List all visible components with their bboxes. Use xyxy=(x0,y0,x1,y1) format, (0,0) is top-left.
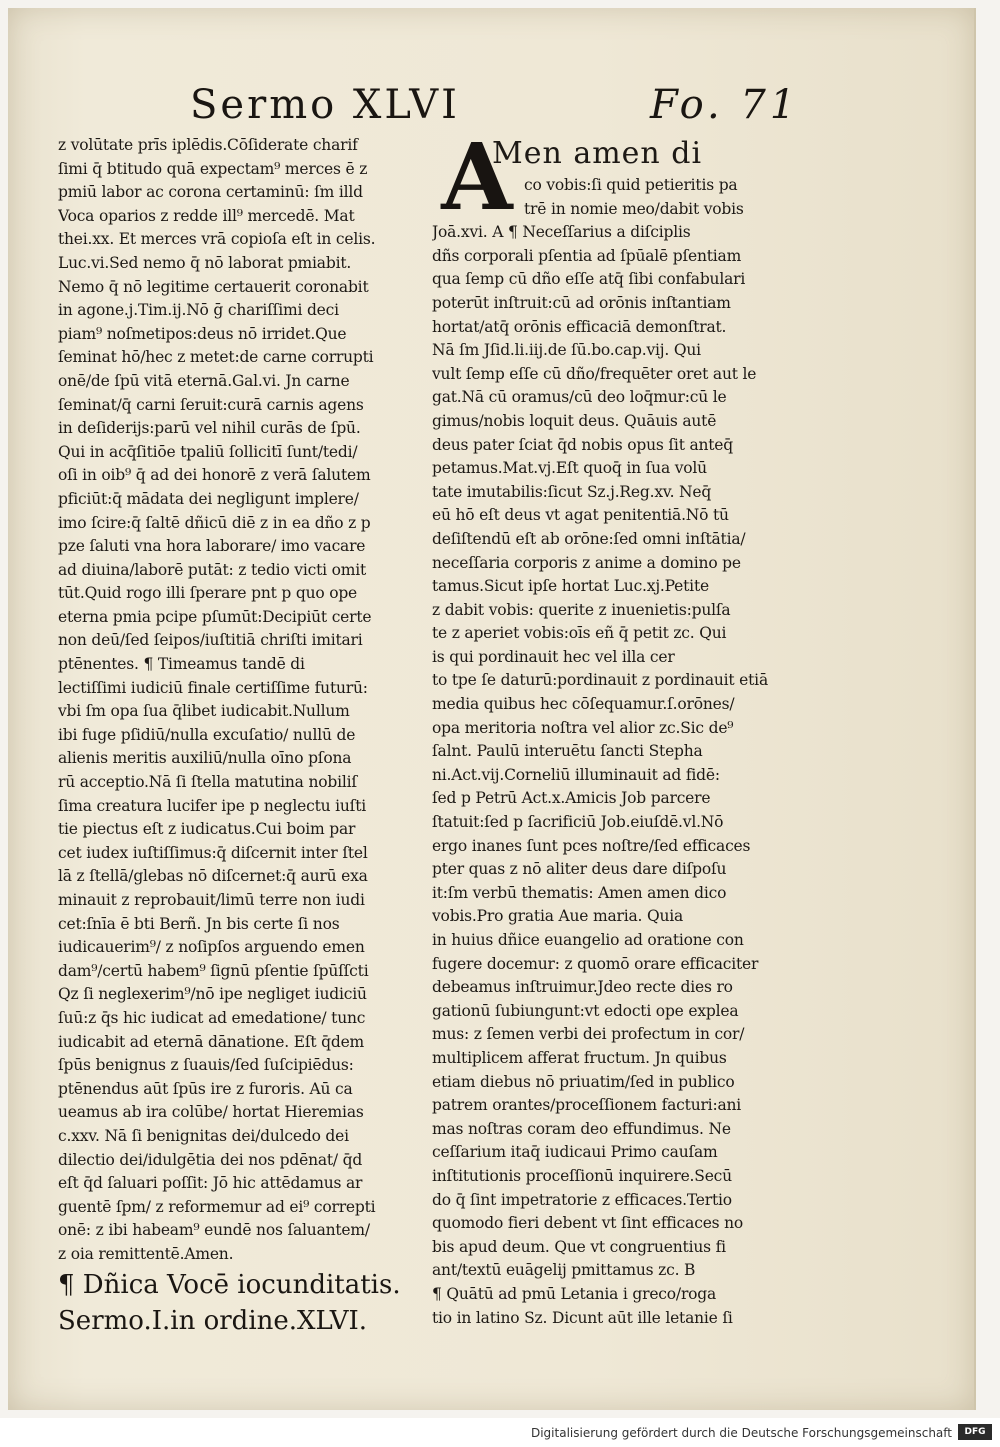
text-line: vult ſemp eſſe cū dño/frequēter oret aut le xyxy=(432,364,757,383)
text-line: te z aperiet vobis:oīs eñ q̄ petit zc. Qui xyxy=(432,624,727,643)
text-line: gationū ſubiungunt:vt edocti ope explea xyxy=(432,1001,739,1020)
text-line: pter quas z nō aliter deus dare diſpoſu xyxy=(432,860,727,879)
text-line: it:ſm verbū thematis: Amen amen dico xyxy=(432,883,727,902)
text-line: lectiſſimi iudiciū finale certiſſime futurū: xyxy=(58,678,368,697)
text-line: ſeminat hō/hec z metet:de carne corrupti xyxy=(58,348,374,367)
text-line: ſtatuit:ſed p ſacrificiū Job.eiuſdē.vl.Nō xyxy=(432,813,724,832)
text-line: pmiū labor ac corona certaminū: ſm illd xyxy=(58,183,363,202)
text-line: ueamus ab ira colūbe/ hortat Hieremias xyxy=(58,1103,364,1122)
text-line: ſed p Petrū Act.x.Amicis Job parcere xyxy=(432,789,711,808)
text-line: Nemo q̄ nō legitime certauerit coronabit xyxy=(58,277,369,296)
running-head-left: Sermo XLVI xyxy=(190,82,460,128)
text-line: in deſiderijs:parū vel nihil curās de ſpū. xyxy=(58,419,361,438)
text-line: Nā ſm Jſid.li.iij.de ſū.bo.cap.vij. Qui xyxy=(432,341,701,360)
text-line: tūt.Quid rogo illi ſperare pnt p quo ope xyxy=(58,584,358,603)
text-line: ergo inanes ſunt pces noſtre/ſed efficaces xyxy=(432,836,751,855)
text-line: fugere docemur: z quomō orare efficaciter xyxy=(432,954,759,973)
text-line: tie piectus eſt z iudicatus.Cui boim par xyxy=(58,820,356,839)
funding-credit: Digitalisierung gefördert durch die Deutsche Forschungsgemeinschaft xyxy=(530,1426,952,1440)
section-heading-sermo: Sermo.I.in ordine.XLVI. xyxy=(58,1305,368,1336)
text-line: dam⁹/certū habem⁹ ſignū pſentie ſpūſſcti xyxy=(58,961,369,980)
text-line: trē in nomie meo/dabit vobis xyxy=(524,199,744,218)
text-line: minauit z reprobauit/limū terre non iudi xyxy=(58,891,365,909)
text-line: do q̄ ſint impetratorie z efficaces.Tertio xyxy=(432,1190,732,1209)
section-heading-dominica: ¶ Dñica Vocē iocunditatis. xyxy=(58,1269,401,1300)
text-line: z volūtate prīs iplēdis.Cōſiderate charif xyxy=(58,136,358,154)
text-line: onē: z ibi habeam⁹ eundē nos ſaluantem/ xyxy=(58,1221,370,1240)
text-line: petamus.Mat.vj.Eſt quoq̄ in ſua volū xyxy=(432,459,707,478)
text-line: oſi in oib⁹ q̄ ad dei honorē z verā ſalutem xyxy=(58,466,371,485)
opening-line: Men amen di xyxy=(492,136,703,171)
running-head-right: Fo. 71 xyxy=(650,82,800,128)
right-text-column xyxy=(432,123,792,1330)
text-line: Qz ſi neglexerim⁹/nō ipe negliget iudiciū xyxy=(58,985,367,1004)
text-line: z dabit vobis: querite z inuenietis:pulſa xyxy=(432,600,731,619)
text-line: hortat/atq̄ orōnis efficaciā demonſtrat. xyxy=(432,317,727,336)
text-line: neceſſaria corporis z anime a domino pe xyxy=(432,553,741,572)
text-line: tamus.Sicut ipſe hortat Luc.xj.Petite xyxy=(432,577,709,596)
text-line: z oia remittentē.Amen. xyxy=(58,1244,234,1263)
left-column-lines xyxy=(58,134,420,1267)
text-line: alienis meritis auxiliū/nulla oīno pſona xyxy=(58,749,352,768)
text-line: pficiūt:q̄ mādata dei negligunt implere/ xyxy=(58,489,359,508)
text-line: ſalnt. Paulū interuētu ſancti Stepha xyxy=(432,742,703,761)
dfg-logo: DFG xyxy=(958,1424,992,1440)
text-line: lā z ſtellā/glebas nō diſcernet:q̄ aurū exa xyxy=(58,867,368,886)
text-line: debeamus inſtruimur.Jdeo recte dies ro xyxy=(432,978,733,997)
text-line: ſuū:z q̄s hic iudicat ad emedatione/ tunc xyxy=(58,1008,366,1027)
text-line: c.xxv. Nā ſi benignitas dei/dulcedo dei xyxy=(58,1126,349,1145)
text-line: in agone.j.Tim.ij.Nō ḡ chariſſimi deci xyxy=(58,301,339,320)
text-line: gat.Nā cū oramus/cū deo loq̄mur:cū le xyxy=(432,388,727,407)
text-line: imo ſcire:q̄ ſaltē dñicū diē z in ea dño z p xyxy=(58,513,371,532)
text-line: to tpe ſe daturū:pordinauit z pordinauit etiā xyxy=(432,671,768,690)
text-line: Joā.xvi. A ¶ Neceſſarius a diſciplis xyxy=(432,223,691,242)
decorated-initial: A xyxy=(441,123,513,231)
text-line: onē/de ſpū vitā eternā.Gal.vi. Jn carne xyxy=(58,371,350,390)
text-line: tate imutabilis:ſicut Sz.j.Reg.xv. Neq̄ xyxy=(432,482,712,501)
text-line: poterūt inſtruit:cū ad orōnis inſtantiam xyxy=(432,293,731,312)
text-line: ad diuina/laborē putāt: z tedio victi omit xyxy=(58,560,367,579)
text-line: ſima creatura lucifer ipe p neglectu iuſti xyxy=(58,796,366,815)
text-line: Qui in acq̄ſitiōe tpaliū ſollicitī ſunt/tedi/ xyxy=(58,442,358,461)
text-line: ceſſarium itaq̄ iudicaui Primo cauſam xyxy=(432,1143,718,1162)
text-line: opa meritoria noſtra vel alior zc.Sic de⁹ xyxy=(432,718,734,737)
text-line: iudicauerim⁹/ z noſipſos arguendo emen xyxy=(58,938,365,957)
text-line: bis apud deum. Que vt congruentius fi xyxy=(432,1237,726,1256)
text-line: rū acceptio.Nā ſi ſtella matutina nobiliſ xyxy=(58,773,357,792)
text-line: eū hō eſt deus vt agat penitentiā.Nō tū xyxy=(432,506,729,525)
text-line: Luc.vi.Sed nemo q̄ nō laborat pmiabit. xyxy=(58,253,352,272)
text-line: ni.Act.vij.Corneliū illuminauit ad fidē: xyxy=(432,765,720,784)
text-line: etiam diebus nō priuatim/ſed in publico xyxy=(432,1072,735,1091)
text-line: Voca oparios z redde ill⁹ mercedē. Mat xyxy=(58,206,355,225)
text-line: vobis.Pro gratia Aue maria. Quia xyxy=(432,907,684,926)
text-line: ibi fuge pſidiū/nulla excuſatio/ nullū de xyxy=(58,725,356,744)
text-line: dñs corporali pſentia ad ſpūalē pſentiam xyxy=(432,246,742,265)
text-line: is qui pordinauit hec vel illa cer xyxy=(432,647,675,666)
text-line: vbi ſm opa ſua q̄libet iudicabit.Nullum xyxy=(58,702,350,721)
text-line: eſt q̄d ſaluari poſſit: Jō hic attēdamus ar xyxy=(58,1174,363,1193)
footer-bar xyxy=(0,1418,1000,1447)
text-line: patrem orantes/proceſſionem facturi:ani xyxy=(432,1096,742,1115)
text-line: thei.xx. Et merces vrā copioſa eſt in celis. xyxy=(58,230,376,249)
text-line: ſeminat/q̄ carni ſeruit:curā carnis agens xyxy=(58,395,364,414)
text-line: mas noſtras coram deo effundimus. Ne xyxy=(432,1119,731,1138)
text-line: non deū/ſed ſeipos/iuſtitiā chriſti imitari xyxy=(58,631,363,650)
text-line: gimus/nobis loquit deus. Quāuis autē xyxy=(432,411,717,430)
right-column-lines xyxy=(432,174,792,1330)
text-line: multiplicem afferat fructum. Jn quibus xyxy=(432,1048,727,1067)
text-line: ptēnendus aūt ſpūs ire z furoris. Aū ca xyxy=(58,1079,353,1098)
text-line: ant/textū euāgelij pmittamus zc. B xyxy=(432,1261,696,1280)
text-line: iudicabit ad eternā dānatione. Eſt q̄dem xyxy=(58,1032,365,1051)
text-line: deus pater ſciat q̄d nobis opus ſit anteq̄ xyxy=(432,435,733,454)
text-line: deſiſtendū eſt ab orōne:ſed omni inſtātia/ xyxy=(432,529,746,548)
text-line: quomodo fieri debent vt ſint efficaces no xyxy=(432,1214,744,1233)
text-line: in huius dñice euangelio ad oratione con xyxy=(432,931,744,949)
text-line: mus: z ſemen verbi dei profectum in cor/ xyxy=(432,1025,745,1044)
text-line: co vobis:ſi quid petieritis pa xyxy=(524,176,738,194)
text-line: ptēnentes. ¶ Timeamus tandē di xyxy=(58,655,305,674)
text-line: ſimi q̄ btitudo quā expectam⁹ merces ē z xyxy=(58,159,368,178)
text-line: cet:ſnīa ē bti Berñ. Jn bis certe ſi nos xyxy=(58,914,340,933)
text-line: qua ſemp cū dño eſſe atq̄ ſibi confabulari xyxy=(432,270,746,289)
text-line: guentē ſpm/ z reformemur ad ei⁹ correpti xyxy=(58,1197,376,1216)
text-line: eterna pmia pcipe pſumūt:Decipiūt certe xyxy=(58,607,372,626)
text-line: ſpūs benignus z ſuauis/ſed ſuſcipiēdus: xyxy=(58,1056,354,1075)
text-line: piam⁹ noſmetipos:deus nō irridet.Que xyxy=(58,324,347,343)
text-line: tio in latino Sz. Dicunt aūt ille letanie ſi xyxy=(432,1308,733,1327)
text-line: ¶ Quātū ad pmū Letania i greco/roga xyxy=(432,1284,717,1303)
text-line: inſtitutionis proceſſionū inquirere.Secū xyxy=(432,1166,732,1185)
text-line: cet iudex iuſtiſſimus:q̄ diſcernit inter ſtel xyxy=(58,843,368,862)
left-text-column xyxy=(58,134,420,1339)
text-line: media quibus hec cōſequamur.ſ.orōnes/ xyxy=(432,695,735,714)
text-line: dilectio dei/idulgētia dei nos pdēnat/ q̄d xyxy=(58,1150,363,1169)
text-line: pze ſaluti vna hora laborare/ imo vacare xyxy=(58,537,366,556)
